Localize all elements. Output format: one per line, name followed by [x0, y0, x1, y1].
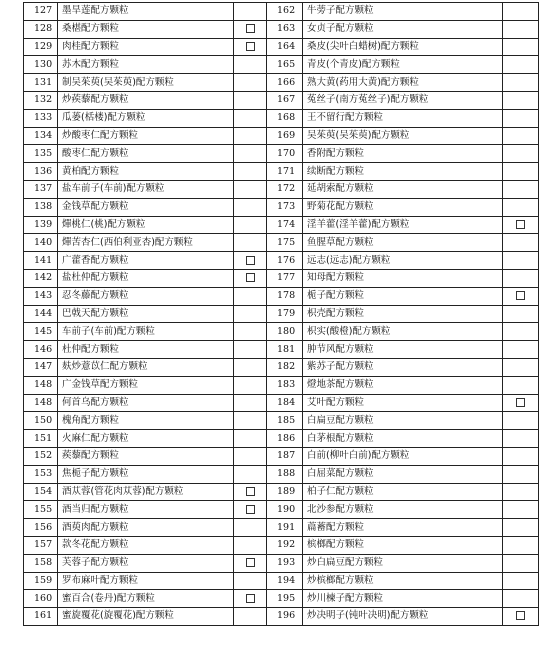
item-name: 燈地茶配方颗粒 — [303, 376, 503, 394]
row-number: 143 — [24, 287, 58, 305]
item-name: 燀苦杏仁(西伯利亚杏)配方颗粒 — [58, 234, 234, 252]
checkbox-cell — [503, 483, 539, 501]
row-number: 174 — [267, 216, 303, 234]
checkbox-cell — [503, 590, 539, 608]
checkbox-cell — [503, 412, 539, 430]
row-number: 176 — [267, 252, 303, 270]
row-number: 171 — [267, 163, 303, 181]
row-number: 157 — [24, 536, 58, 554]
item-name: 淫羊藿(淫羊藿)配方颗粒 — [303, 216, 503, 234]
checkbox-icon[interactable] — [246, 594, 255, 603]
item-name: 菟丝子(南方菟丝子)配方颗粒 — [303, 91, 503, 109]
row-number: 187 — [267, 447, 303, 465]
row-number: 133 — [24, 109, 58, 127]
checkbox-cell — [503, 216, 539, 234]
row-number: 135 — [24, 145, 58, 163]
row-number: 161 — [24, 608, 58, 626]
table-row — [24, 20, 539, 38]
checkbox-cell — [503, 358, 539, 376]
table-row — [24, 180, 539, 198]
checkbox-icon[interactable] — [246, 42, 255, 51]
table-row — [24, 145, 539, 163]
row-number: 172 — [267, 180, 303, 198]
row-number: 156 — [24, 519, 58, 537]
checkbox-cell — [503, 341, 539, 359]
item-name: 盐车前子(车前)配方颗粒 — [58, 180, 234, 198]
checkbox-cell — [503, 447, 539, 465]
checkbox-cell — [503, 198, 539, 216]
table-row — [24, 287, 539, 305]
table-row — [24, 341, 539, 359]
checkbox-cell — [503, 180, 539, 198]
row-number: 178 — [267, 287, 303, 305]
checkbox-cell — [234, 305, 267, 323]
table-row — [24, 234, 539, 252]
row-number: 194 — [267, 572, 303, 590]
checkbox-icon[interactable] — [516, 220, 525, 229]
item-name: 制吴茱萸(吴茱萸)配方颗粒 — [58, 74, 234, 92]
item-name: 槟榔配方颗粒 — [303, 536, 503, 554]
item-name: 艾叶配方颗粒 — [303, 394, 503, 412]
item-name: 吴茱萸(吴茱萸)配方颗粒 — [303, 127, 503, 145]
table-row — [24, 465, 539, 483]
row-number: 131 — [24, 74, 58, 92]
item-name: 白扁豆配方颗粒 — [303, 412, 503, 430]
table-row — [24, 109, 539, 127]
item-name: 广金钱草配方颗粒 — [58, 376, 234, 394]
row-number: 138 — [24, 198, 58, 216]
table-row — [24, 269, 539, 287]
item-name: 肉桂配方颗粒 — [58, 38, 234, 56]
item-name: 牛蒡子配方颗粒 — [303, 3, 503, 21]
row-number: 141 — [24, 252, 58, 270]
row-number: 185 — [267, 412, 303, 430]
checkbox-icon[interactable] — [246, 24, 255, 33]
item-name: 麸炒薏苡仁配方颗粒 — [58, 358, 234, 376]
table-row — [24, 305, 539, 323]
row-number: 150 — [24, 412, 58, 430]
item-name: 王不留行配方颗粒 — [303, 109, 503, 127]
checkbox-cell — [234, 519, 267, 537]
item-name: 黄柏配方颗粒 — [58, 163, 234, 181]
checkbox-cell — [234, 394, 267, 412]
item-name: 款冬花配方颗粒 — [58, 536, 234, 554]
item-name: 蜜旋覆花(旋覆花)配方颗粒 — [58, 608, 234, 626]
item-name: 紫苏子配方颗粒 — [303, 358, 503, 376]
item-name: 炒决明子(钝叶决明)配方颗粒 — [303, 608, 503, 626]
checkbox-cell — [234, 287, 267, 305]
item-name: 车前子(车前)配方颗粒 — [58, 323, 234, 341]
checkbox-cell — [503, 74, 539, 92]
row-number: 177 — [267, 269, 303, 287]
table-row — [24, 430, 539, 448]
row-number: 142 — [24, 269, 58, 287]
checkbox-cell — [503, 109, 539, 127]
row-number: 145 — [24, 323, 58, 341]
row-number: 153 — [24, 465, 58, 483]
row-number: 163 — [267, 20, 303, 38]
item-name: 枳实(酸橙)配方颗粒 — [303, 323, 503, 341]
checkbox-icon[interactable] — [516, 611, 525, 620]
checkbox-cell — [503, 323, 539, 341]
row-number: 189 — [267, 483, 303, 501]
item-name: 焦栀子配方颗粒 — [58, 465, 234, 483]
item-name: 槐角配方颗粒 — [58, 412, 234, 430]
checkbox-cell — [503, 305, 539, 323]
item-name: 苏木配方颗粒 — [58, 56, 234, 74]
row-number: 196 — [267, 608, 303, 626]
row-number: 175 — [267, 234, 303, 252]
row-number: 186 — [267, 430, 303, 448]
item-name: 延胡索配方颗粒 — [303, 180, 503, 198]
row-number: 129 — [24, 38, 58, 56]
row-number: 130 — [24, 56, 58, 74]
checkbox-cell — [234, 145, 267, 163]
checkbox-cell — [234, 127, 267, 145]
row-number: 168 — [267, 109, 303, 127]
row-number: 192 — [267, 536, 303, 554]
checkbox-cell — [503, 91, 539, 109]
row-number: 147 — [24, 358, 58, 376]
item-name: 罗布麻叶配方颗粒 — [58, 572, 234, 590]
row-number: 158 — [24, 554, 58, 572]
table-row — [24, 447, 539, 465]
item-name: 炒酸枣仁配方颗粒 — [58, 127, 234, 145]
row-number: 152 — [24, 447, 58, 465]
item-name: 青皮(个青皮)配方颗粒 — [303, 56, 503, 74]
row-number: 154 — [24, 483, 58, 501]
row-number: 173 — [267, 198, 303, 216]
item-name: 白茅根配方颗粒 — [303, 430, 503, 448]
checkbox-cell — [234, 74, 267, 92]
row-number: 155 — [24, 501, 58, 519]
checkbox-cell — [503, 145, 539, 163]
row-number: 144 — [24, 305, 58, 323]
medicine-table — [23, 2, 539, 626]
item-name: 瓜蒌(栝楼)配方颗粒 — [58, 109, 234, 127]
table-row — [24, 483, 539, 501]
checkbox-cell — [234, 56, 267, 74]
table-row — [24, 590, 539, 608]
table-row — [24, 412, 539, 430]
table-body — [24, 3, 539, 626]
checkbox-cell — [234, 572, 267, 590]
row-number: 181 — [267, 341, 303, 359]
item-name: 酸枣仁配方颗粒 — [58, 145, 234, 163]
row-number: 179 — [267, 305, 303, 323]
table-row — [24, 536, 539, 554]
row-number: 191 — [267, 519, 303, 537]
item-name: 白前(柳叶白前)配方颗粒 — [303, 447, 503, 465]
row-number: 134 — [24, 127, 58, 145]
item-name: 炒蒺藜配方颗粒 — [58, 91, 234, 109]
item-name: 北沙参配方颗粒 — [303, 501, 503, 519]
item-name: 巴戟天配方颗粒 — [58, 305, 234, 323]
item-name: 芙蓉子配方颗粒 — [58, 554, 234, 572]
checkbox-cell — [503, 287, 539, 305]
table-row — [24, 74, 539, 92]
checkbox-cell — [234, 38, 267, 56]
checkbox-cell — [503, 252, 539, 270]
checkbox-cell — [234, 323, 267, 341]
checkbox-icon[interactable] — [516, 291, 525, 300]
checkbox-cell — [503, 38, 539, 56]
row-number: 184 — [267, 394, 303, 412]
table-row — [24, 38, 539, 56]
checkbox-cell — [503, 465, 539, 483]
item-name: 女贞子配方颗粒 — [303, 20, 503, 38]
table-row — [24, 358, 539, 376]
checkbox-cell — [234, 465, 267, 483]
checkbox-icon[interactable] — [246, 256, 255, 265]
table-row — [24, 163, 539, 181]
table-row — [24, 323, 539, 341]
table-row — [24, 91, 539, 109]
row-number: 127 — [24, 3, 58, 21]
checkbox-cell — [234, 269, 267, 287]
table-row — [24, 394, 539, 412]
table-row — [24, 198, 539, 216]
checkbox-cell — [503, 3, 539, 21]
checkbox-icon[interactable] — [246, 558, 255, 567]
row-number: 148 — [24, 394, 58, 412]
item-name: 蒺藜配方颗粒 — [58, 447, 234, 465]
table-row — [24, 501, 539, 519]
table-row — [24, 572, 539, 590]
checkbox-cell — [234, 198, 267, 216]
checkbox-cell — [503, 572, 539, 590]
checkbox-cell — [234, 234, 267, 252]
row-number: 159 — [24, 572, 58, 590]
row-number: 165 — [267, 56, 303, 74]
checkbox-cell — [234, 590, 267, 608]
checkbox-cell — [234, 163, 267, 181]
item-name: 盐杜仲配方颗粒 — [58, 269, 234, 287]
checkbox-cell — [234, 91, 267, 109]
table-row — [24, 216, 539, 234]
row-number: 193 — [267, 554, 303, 572]
item-name: 桑皮(尖叶白蜡树)配方颗粒 — [303, 38, 503, 56]
item-name: 柏子仁配方颗粒 — [303, 483, 503, 501]
item-name: 炒槟榔配方颗粒 — [303, 572, 503, 590]
row-number: 169 — [267, 127, 303, 145]
table-row — [24, 376, 539, 394]
row-number: 146 — [24, 341, 58, 359]
row-number: 167 — [267, 91, 303, 109]
item-name: 蜜百合(卷丹)配方颗粒 — [58, 590, 234, 608]
checkbox-cell — [234, 252, 267, 270]
checkbox-cell — [503, 234, 539, 252]
checkbox-cell — [234, 20, 267, 38]
item-name: 栀子配方颗粒 — [303, 287, 503, 305]
checkbox-cell — [503, 394, 539, 412]
item-name: 野菊花配方颗粒 — [303, 198, 503, 216]
item-name: 知母配方颗粒 — [303, 269, 503, 287]
item-name: 金钱草配方颗粒 — [58, 198, 234, 216]
row-number: 139 — [24, 216, 58, 234]
row-number: 183 — [267, 376, 303, 394]
row-number: 137 — [24, 180, 58, 198]
item-name: 鱼腥草配方颗粒 — [303, 234, 503, 252]
item-name: 续断配方颗粒 — [303, 163, 503, 181]
checkbox-cell — [234, 376, 267, 394]
checkbox-cell — [503, 376, 539, 394]
row-number: 128 — [24, 20, 58, 38]
checkbox-cell — [234, 501, 267, 519]
item-name: 酒当归配方颗粒 — [58, 501, 234, 519]
item-name: 酒萸肉配方颗粒 — [58, 519, 234, 537]
item-name: 墨旱莲配方颗粒 — [58, 3, 234, 21]
item-name: 桑椹配方颗粒 — [58, 20, 234, 38]
item-name: 忍冬藤配方颗粒 — [58, 287, 234, 305]
checkbox-cell — [503, 20, 539, 38]
table-row — [24, 519, 539, 537]
checkbox-icon[interactable] — [246, 273, 255, 282]
table-row — [24, 3, 539, 21]
row-number: 136 — [24, 163, 58, 181]
row-number: 151 — [24, 430, 58, 448]
checkbox-cell — [234, 341, 267, 359]
item-name: 熟大黄(药用大黄)配方颗粒 — [303, 74, 503, 92]
checkbox-cell — [503, 163, 539, 181]
checkbox-cell — [234, 608, 267, 626]
row-number: 132 — [24, 91, 58, 109]
checkbox-cell — [503, 430, 539, 448]
checkbox-cell — [503, 608, 539, 626]
checkbox-cell — [503, 127, 539, 145]
row-number: 148 — [24, 376, 58, 394]
row-number: 162 — [267, 3, 303, 21]
checkbox-cell — [234, 3, 267, 21]
table-row — [24, 608, 539, 626]
row-number: 195 — [267, 590, 303, 608]
table-row — [24, 127, 539, 145]
checkbox-icon[interactable] — [516, 398, 525, 407]
table-row — [24, 252, 539, 270]
item-name: 炒川楝子配方颗粒 — [303, 590, 503, 608]
row-number: 166 — [267, 74, 303, 92]
checkbox-cell — [234, 554, 267, 572]
checkbox-cell — [234, 412, 267, 430]
checkbox-cell — [234, 180, 267, 198]
row-number: 170 — [267, 145, 303, 163]
row-number: 140 — [24, 234, 58, 252]
item-name: 何首乌配方颗粒 — [58, 394, 234, 412]
row-number: 164 — [267, 38, 303, 56]
item-name: 燀桃仁(桃)配方颗粒 — [58, 216, 234, 234]
item-name: 炒白扁豆配方颗粒 — [303, 554, 503, 572]
checkbox-cell — [503, 536, 539, 554]
row-number: 188 — [267, 465, 303, 483]
item-name: 肿节风配方颗粒 — [303, 341, 503, 359]
checkbox-icon[interactable] — [246, 505, 255, 514]
checkbox-cell — [234, 430, 267, 448]
checkbox-cell — [234, 483, 267, 501]
item-name: 远志(远志)配方颗粒 — [303, 252, 503, 270]
checkbox-cell — [503, 554, 539, 572]
item-name: 萹蓄配方颗粒 — [303, 519, 503, 537]
checkbox-cell — [503, 519, 539, 537]
item-name: 广藿香配方颗粒 — [58, 252, 234, 270]
item-name: 酒苁蓉(管花肉苁蓉)配方颗粒 — [58, 483, 234, 501]
checkbox-cell — [503, 269, 539, 287]
row-number: 180 — [267, 323, 303, 341]
checkbox-cell — [234, 216, 267, 234]
row-number: 160 — [24, 590, 58, 608]
item-name: 白屈菜配方颗粒 — [303, 465, 503, 483]
checkbox-cell — [503, 56, 539, 74]
checkbox-cell — [234, 447, 267, 465]
row-number: 182 — [267, 358, 303, 376]
checkbox-cell — [234, 536, 267, 554]
item-name: 香附配方颗粒 — [303, 145, 503, 163]
table-row — [24, 554, 539, 572]
checkbox-cell — [234, 358, 267, 376]
document-sheet — [0, 2, 544, 626]
checkbox-icon[interactable] — [246, 487, 255, 496]
checkbox-cell — [234, 109, 267, 127]
row-number: 190 — [267, 501, 303, 519]
item-name: 火麻仁配方颗粒 — [58, 430, 234, 448]
item-name: 枳壳配方颗粒 — [303, 305, 503, 323]
checkbox-cell — [503, 501, 539, 519]
table-row — [24, 56, 539, 74]
item-name: 杜仲配方颗粒 — [58, 341, 234, 359]
